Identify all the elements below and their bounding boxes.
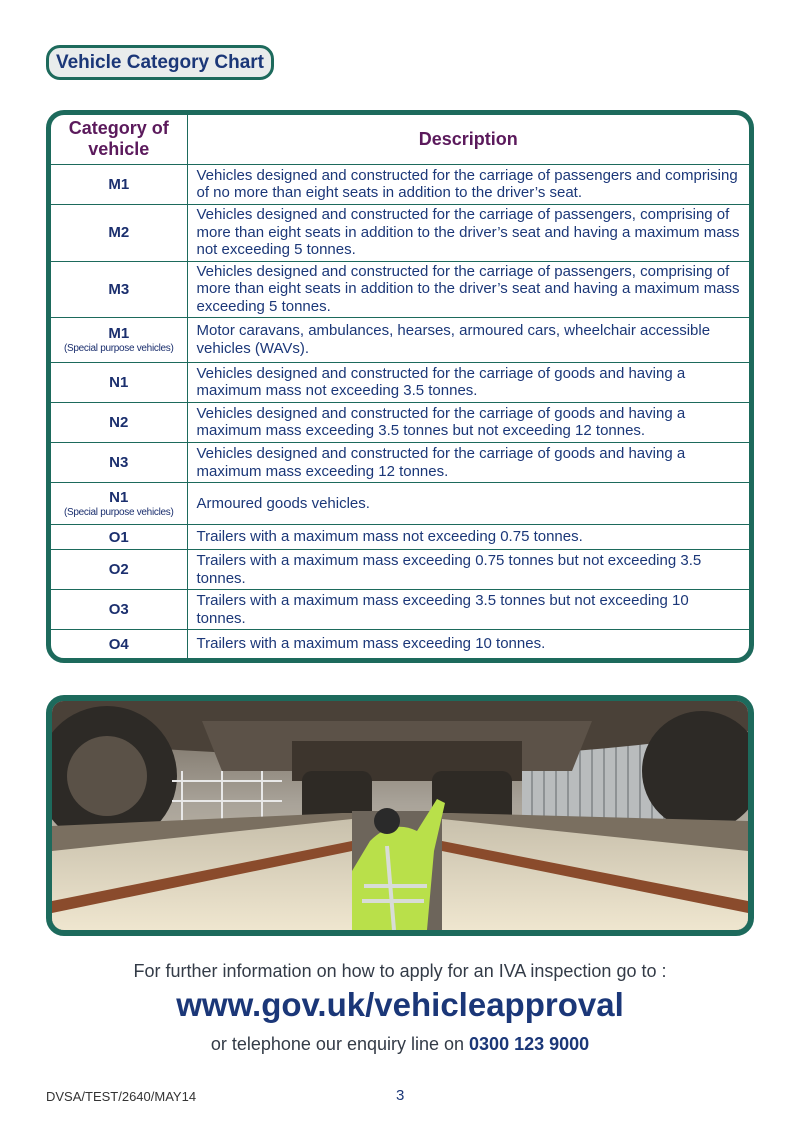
description-cell: Trailers with a maximum mass exceeding 3.5 tonnes but not exceeding 10 tonnes. bbox=[187, 590, 749, 630]
document-reference: DVSA/TEST/2640/MAY14 bbox=[46, 1089, 197, 1104]
category-subtitle: (Special purpose vehicles) bbox=[64, 506, 174, 518]
category-code: N3 bbox=[109, 454, 129, 472]
telephone-line bbox=[0, 1034, 800, 1055]
table-row bbox=[51, 443, 749, 483]
category-code: M1 bbox=[108, 175, 130, 193]
category-code: N1 bbox=[109, 373, 129, 391]
table-row bbox=[51, 317, 749, 362]
page-number: 3 bbox=[396, 1087, 405, 1104]
category-cell bbox=[51, 317, 187, 362]
category-code: M1 bbox=[108, 324, 130, 342]
category-column-header: Category of vehicle bbox=[51, 115, 187, 164]
description-cell: Vehicles designed and constructed for the carriage of goods and having a maximum mass exceeding 3.5 tonnes but not exceeding 12 tonnes. bbox=[187, 402, 749, 442]
category-code: O1 bbox=[108, 528, 129, 546]
vehicle-inspection-photo bbox=[46, 695, 754, 936]
category-code: O3 bbox=[108, 601, 129, 619]
category-cell bbox=[51, 590, 187, 630]
description-cell: Vehicles designed and constructed for the carriage of passengers, comprising of more than eight seats in addition to the driver’s seat and having a maximum mass not exceeding 5 tonnes. bbox=[187, 204, 749, 261]
description-cell: Trailers with a maximum mass not exceeding 0.75 tonnes. bbox=[187, 525, 749, 550]
description-cell: Vehicles designed and constructed for the carriage of goods and having a maximum mass exceeding 12 tonnes. bbox=[187, 443, 749, 483]
table-row bbox=[51, 261, 749, 317]
description-cell: Motor caravans, ambulances, hearses, armoured cars, wheelchair accessible vehicles (WAVs). bbox=[187, 317, 749, 362]
vehicle-category-table-frame bbox=[46, 110, 754, 663]
category-subtitle: (Special purpose vehicles) bbox=[64, 342, 174, 354]
category-code: N1 bbox=[109, 488, 129, 506]
website-link[interactable]: www.gov.uk/vehicleapproval bbox=[176, 986, 624, 1023]
description-cell: Vehicles designed and constructed for the carriage of passengers, comprising of more than eight seats in addition to the driver’s seat and having a maximum mass exceeding 5 tonnes. bbox=[187, 261, 749, 317]
table-row bbox=[51, 590, 749, 630]
table-row bbox=[51, 630, 749, 658]
category-cell bbox=[51, 402, 187, 442]
category-cell bbox=[51, 483, 187, 525]
category-cell bbox=[51, 525, 187, 550]
description-cell: Trailers with a maximum mass exceeding 0.75 tonnes but not exceeding 3.5 tonnes. bbox=[187, 550, 749, 590]
table-row bbox=[51, 164, 749, 204]
category-code: M2 bbox=[108, 224, 130, 242]
category-cell bbox=[51, 362, 187, 402]
description-cell: Vehicles designed and constructed for the carriage of passengers and comprising of no more than eight seats in addition to the driver’s seat. bbox=[187, 164, 749, 204]
category-cell bbox=[51, 164, 187, 204]
category-code: M3 bbox=[108, 280, 130, 298]
category-code: O2 bbox=[108, 561, 129, 579]
page-heading: Vehicle Category Chart bbox=[46, 45, 274, 80]
category-cell bbox=[51, 204, 187, 261]
category-code: O4 bbox=[108, 635, 129, 653]
table-header-row bbox=[51, 115, 749, 164]
table-row bbox=[51, 204, 749, 261]
telephone-number[interactable]: 0300 123 9000 bbox=[469, 1034, 590, 1054]
telephone-prefix: or telephone our enquiry line on bbox=[210, 1034, 470, 1054]
description-cell: Trailers with a maximum mass exceeding 10 tonnes. bbox=[187, 630, 749, 658]
description-column-header: Description bbox=[187, 115, 749, 164]
category-cell bbox=[51, 261, 187, 317]
description-cell: Armoured goods vehicles. bbox=[187, 483, 749, 525]
info-intro-text: For further information on how to apply for an IVA inspection go to : bbox=[133, 961, 667, 981]
table-row bbox=[51, 402, 749, 442]
table-row bbox=[51, 362, 749, 402]
category-cell bbox=[51, 443, 187, 483]
category-cell bbox=[51, 550, 187, 590]
category-code: N2 bbox=[109, 413, 129, 431]
category-cell bbox=[51, 630, 187, 658]
table-row bbox=[51, 483, 749, 525]
table-row bbox=[51, 550, 749, 590]
vehicle-category-table bbox=[51, 115, 749, 658]
table-row bbox=[51, 525, 749, 550]
description-cell: Vehicles designed and constructed for the carriage of goods and having a maximum mass not exceeding 3.5 tonnes. bbox=[187, 362, 749, 402]
